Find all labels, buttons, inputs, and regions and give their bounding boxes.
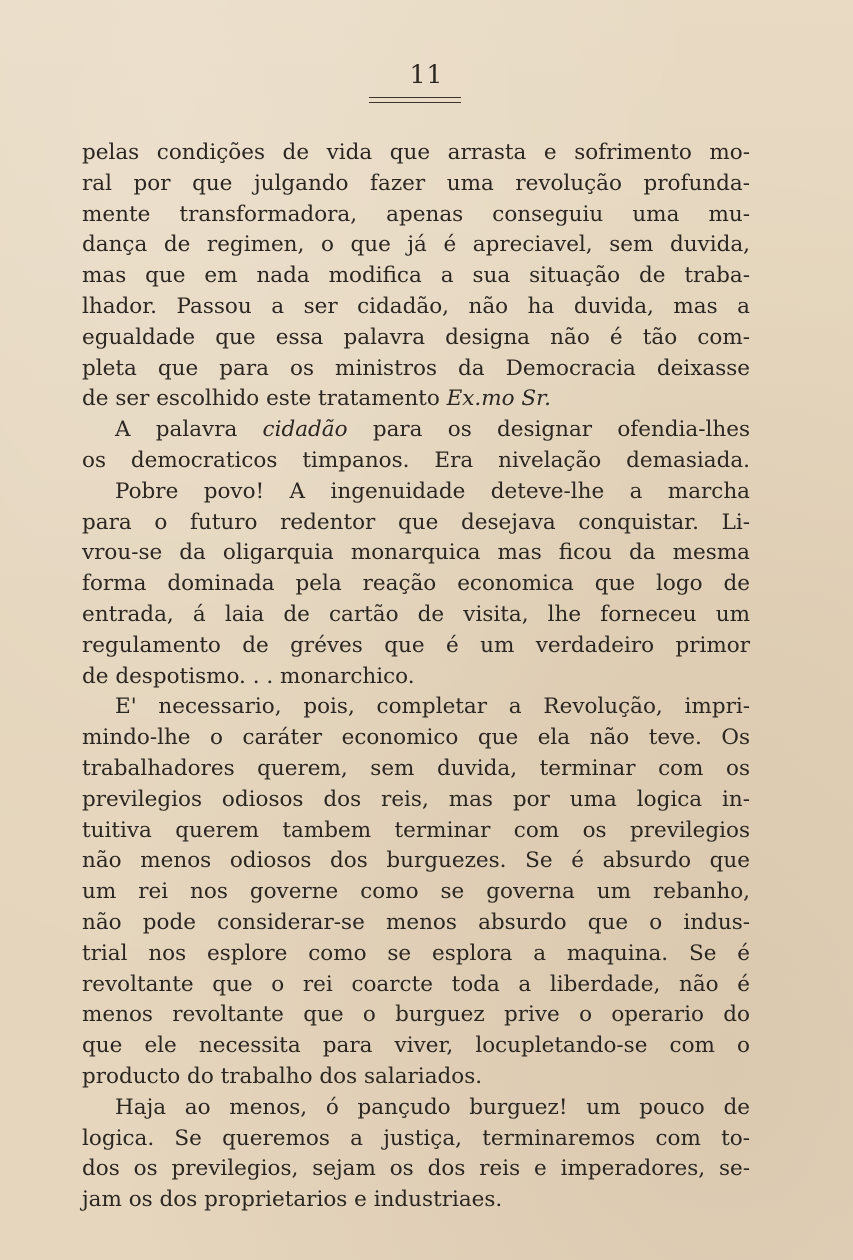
text-line-content: que ele necessita para viver, locupletando-se com o (82, 1033, 750, 1059)
text-line (82, 600, 750, 631)
text-line (82, 692, 750, 723)
text-line-content: jam os dos proprietarios e industriaes. (82, 1187, 503, 1213)
text-line (82, 939, 750, 970)
text-line (82, 1185, 750, 1216)
text-line (82, 200, 750, 231)
text-line-content: para o futuro redentor que desejava conquistar. Li- (82, 509, 750, 535)
text-line (82, 323, 750, 354)
text-line-content: dos os previlegios, sejam os dos reis e imperadores, se- (82, 1156, 750, 1182)
text-line (82, 477, 750, 508)
text-line (82, 662, 750, 693)
text-line (82, 1062, 750, 1093)
text-line-content: entrada, á laia de cartão de visita, lhe forneceu um (82, 601, 750, 627)
italic-title: Ex.mo Sr. (446, 386, 551, 412)
text-line-content: previlegios odiosos dos reis, mas por uma logica in- (82, 786, 750, 812)
text-line-content: não menos odiosos dos burguezes. Se é absurdo que (82, 848, 750, 874)
text-line-content: os democraticos timpanos. Era nivelação demasiada. (82, 447, 750, 473)
text-line (82, 1000, 750, 1031)
text-line-content: A palavra (115, 417, 263, 443)
text-line-content: menos revoltante que o burguez prive o operario do (82, 1002, 750, 1028)
text-line-content: pleta que para os ministros da Democracia deixasse (82, 355, 750, 381)
text-line (82, 415, 750, 446)
text-line (82, 508, 750, 539)
text-line (82, 908, 750, 939)
text-line (82, 723, 750, 754)
text-line-content: revoltante que o rei coarcte toda a liberdade, não é (82, 971, 750, 997)
text-line (82, 631, 750, 662)
text-line-content: egualdade que essa palavra designa não é tão com- (82, 324, 750, 350)
italic-word: cidadão (262, 417, 348, 443)
text-line-content: mindo-lhe o caráter economico que ela não teve. Os (82, 725, 750, 751)
text-line (82, 230, 750, 261)
text-line (82, 877, 750, 908)
text-line-content: E' necessario, pois, completar a Revolução, impri- (115, 694, 750, 720)
page-number: 11 (409, 60, 444, 89)
text-line (82, 384, 750, 415)
text-line-content: um rei nos governe como se governa um rebanho, (82, 879, 750, 905)
text-line-content: lhador. Passou a ser cidadão, não ha duvida, mas a (82, 293, 750, 319)
text-line-content: Haja ao menos, ó pançudo burguez! um pouco de (115, 1094, 750, 1120)
text-line (82, 169, 750, 200)
text-line-content: pelas condições de vida que arrasta e sofrimento mo- (82, 140, 750, 165)
text-line-content: trial nos esplore como se esplora a maquina. Se é (82, 940, 750, 966)
text-line-content: mente transformadora, apenas conseguiu uma mu- (82, 201, 750, 227)
text-line-content: vrou-se da oligarquia monarquica mas ficou da mesma (82, 540, 750, 566)
text-line (82, 261, 750, 292)
text-line-content: logica. Se queremos a justiça, terminaremos com to- (82, 1125, 750, 1151)
text-line-content: tuitiva querem tambem terminar com os previlegios (82, 817, 750, 843)
header-rule (369, 97, 461, 103)
text-line-content: regulamento de gréves que é um verdadeiro primor (82, 632, 750, 658)
text-line (82, 816, 750, 847)
text-line-content: dança de regimen, o que já é apreciavel, sem duvida, (82, 232, 750, 258)
text-line (82, 538, 750, 569)
text-line (82, 1154, 750, 1185)
text-line-content: forma dominada pela reação economica que logo de (82, 571, 750, 597)
text-line-content: de ser escolhido este tratamento (82, 386, 440, 412)
text-line (82, 354, 750, 385)
text-line-continuation: para os designar ofendia-lhes (347, 417, 750, 443)
text-line-content: de despotismo. . . monarchico. (82, 663, 415, 689)
body-text (82, 138, 750, 1216)
text-line (82, 970, 750, 1001)
text-line-content: producto do trabalho dos salariados. (82, 1063, 483, 1089)
text-line (82, 785, 750, 816)
text-line (82, 138, 750, 169)
text-line-content: trabalhadores querem, sem duvida, terminar com os (82, 755, 750, 781)
text-line-content: não pode considerar-se menos absurdo que o indus- (82, 909, 750, 935)
text-line (82, 846, 750, 877)
text-line (82, 754, 750, 785)
text-line (82, 1124, 750, 1155)
text-line-content: mas que em nada modifica a sua situação de traba- (82, 263, 750, 289)
text-line-content: Pobre povo! A ingenuidade deteve-lhe a marcha (115, 478, 750, 504)
text-line-content: ral por que julgando fazer uma revolução profunda- (82, 170, 750, 196)
text-line (82, 446, 750, 477)
text-line (82, 1031, 750, 1062)
text-line (82, 569, 750, 600)
text-line (82, 292, 750, 323)
text-line (82, 1093, 750, 1124)
